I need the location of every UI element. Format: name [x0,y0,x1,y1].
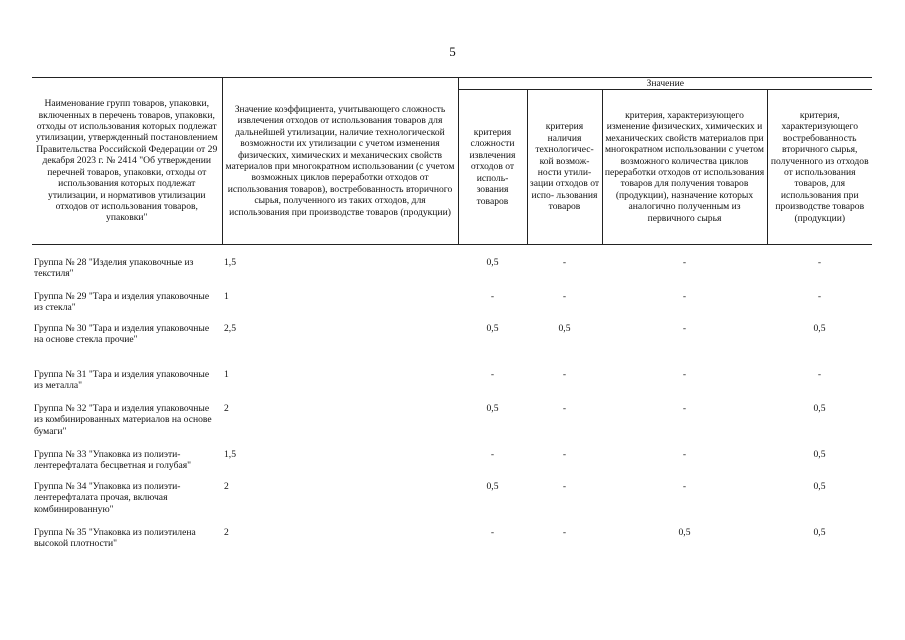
row-value-4: 0,5 [813,481,826,492]
header-value-group: Значение [458,78,872,90]
row-value-3: - [682,481,687,492]
table-row [32,403,872,449]
row-group-name: Группа № 30 "Тара и изделия упаковочные на основе стекла прочие" [34,323,210,346]
row-value-1: 0,5 [486,481,499,492]
row-value-3: 0,5 [678,527,691,538]
row-group-name: Группа № 34 "Упаковка из полиэти- лентерефталата прочая, включая комбинированную" [34,481,181,515]
row-group-name: Группа № 29 "Тара и изделия упаковочные из стекла" [34,291,210,314]
header-criterion-demand: критерия, характеризующего востребованность вторичного сырья, полученного из отходов от использования товаров, для использования при производстве товаров (продукции) [767,90,872,245]
row-value-2: - [562,369,567,380]
row-coefficient: 2 [224,403,229,414]
coefficients-table [32,77,872,559]
row-value-1: - [490,369,495,380]
row-coefficient: 2,5 [224,323,236,334]
row-value-1: 0,5 [486,257,499,268]
row-group-name: Группа № 33 "Упаковка из полиэти- лентерефталата бесцветная и голубая" [34,449,192,472]
header-criterion-technology: критерия наличия технологичес- кой возмож- ности утили- зации отходов от испо- льзования товаров [527,90,602,245]
header-coefficient: Значение коэффициента, учитывающего сложность извлечения отходов от использования товаров для дальнейшей утилизации, наличие технологической возможности их утилизации с учетом изменения физических, химических и механических свойств материалов при многократном использовании (с учетом возможных циклов переработки отходов от использования товаров), востребованность вторичного сырья, полученного из таких отходов, для использования при производстве товаров (продукции) [222,78,458,245]
row-coefficient: 1 [224,291,229,302]
row-value-2: - [562,481,567,492]
row-value-2: - [562,291,567,302]
row-value-2: - [562,527,567,538]
row-value-1: 0,5 [486,323,499,334]
row-value-4: 0,5 [813,527,826,538]
table-row [32,481,872,527]
row-coefficient: 2 [224,481,229,492]
row-value-4: 0,5 [813,403,826,414]
table-row [32,449,872,481]
row-value-2: - [562,449,567,460]
table-header-row [32,78,872,90]
row-coefficient: 1 [224,369,229,380]
row-coefficient: 2 [224,527,229,538]
row-value-3: - [682,257,687,268]
row-value-4: 0,5 [813,449,826,460]
row-value-3: - [682,291,687,302]
row-value-4: - [817,369,822,380]
table-row [32,291,872,323]
row-value-4: - [817,291,822,302]
header-criterion-properties: критерия, характеризующего изменение физических, химических и механических свойств материалов при многократном использовании с учетом возможного количества циклов переработки отходов от использования товаров для получения товаров (продукции), назначение которых аналогично полученным из первичного сырья [602,90,767,245]
row-coefficient: 1,5 [224,257,236,268]
row-value-3: - [682,403,687,414]
header-group-name: Наименование групп товаров, упаковки, включенных в перечень товаров, упаковки, отходы от использования которых подлежат утилизации, утвержденный постановлением Правительства Российской Федерации от 29 декабря 2023 г. № 2414 "Об утверждении перечней товаров, упаковки, отходы от использования которых подлежат утилизации, и нормативов утилизации отходов от использования товаров, упаковки" [32,78,222,245]
row-value-1: 0,5 [486,403,499,414]
table-row [32,323,872,369]
table-spacer [32,245,872,258]
row-value-2: 0,5 [558,323,571,334]
row-value-1: - [490,527,495,538]
row-value-4: - [817,257,822,268]
table-row [32,369,872,403]
row-value-4: 0,5 [813,323,826,334]
row-value-2: - [562,257,567,268]
row-group-name: Группа № 35 "Упаковка из полиэтилена высокой плотности" [34,527,196,550]
row-value-1: - [490,449,495,460]
row-group-name: Группа № 28 "Изделия упаковочные из текстиля" [34,257,194,280]
table-row [32,527,872,559]
row-value-1: - [490,291,495,302]
table-row [32,257,872,291]
row-value-3: - [682,323,687,334]
row-coefficient: 1,5 [224,449,236,460]
row-value-2: - [562,403,567,414]
row-value-3: - [682,449,687,460]
header-criterion-extraction: критерия сложности извлечения отходов от исполь- зования товаров [458,90,527,245]
row-group-name: Группа № 31 "Тара и изделия упаковочные из металла" [34,369,210,392]
row-group-name: Группа № 32 "Тара и изделия упаковочные из комбинированных материалов на основе бумаги" [34,403,212,437]
page-number: 5 [449,44,456,59]
row-value-3: - [682,369,687,380]
